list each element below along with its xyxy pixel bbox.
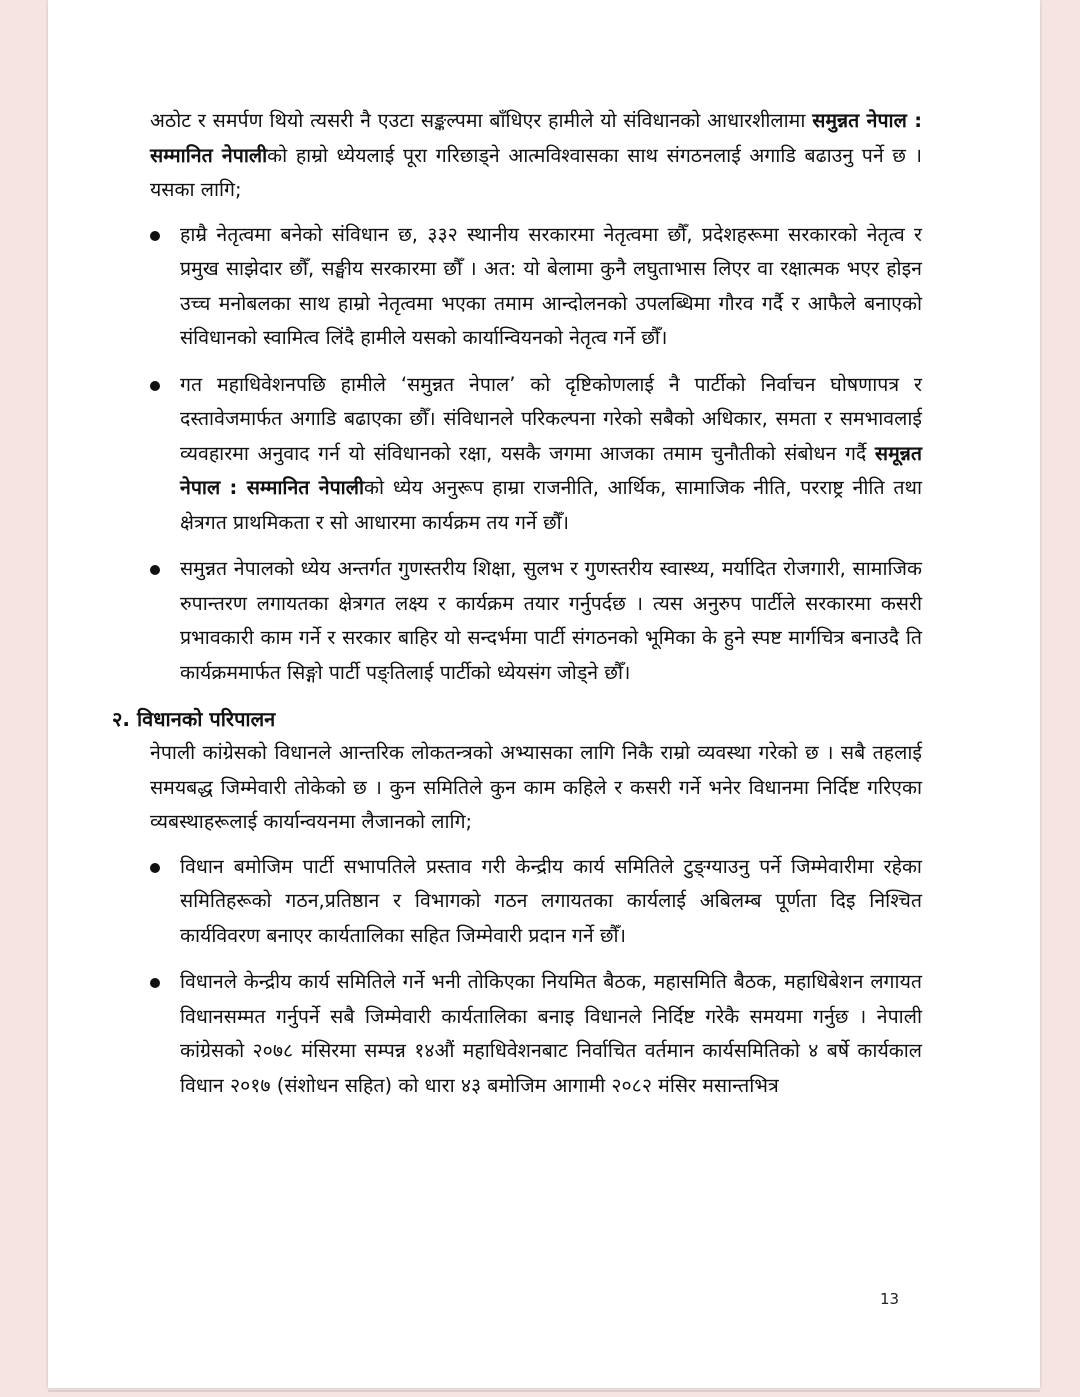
list-item: [150, 850, 922, 954]
bullet-dot-icon: [150, 978, 160, 988]
list-item-text-part2: को ध्येय अनुरूप हाम्रा राजनीति, आर्थिक, सामाजिक नीति, परराष्ट्र नीति तथा क्षेत्रगत प्राथमिकता र सो आधारमा कार्यक्रम तय गर्ने छौँ।: [180, 476, 922, 534]
bullet-list-1: [150, 218, 922, 691]
intro-paragraph: [150, 104, 922, 208]
list-item: [150, 552, 922, 690]
intro-text-part2: को हाम्रो ध्येयलाई पूरा गरिछाड्ने आत्मविश्वासका साथ संगठनलाई अगाडि बढाउनु पर्ने छ । यसका लागि;: [150, 143, 922, 201]
page-bottom-edge: [48, 1390, 1040, 1392]
bullet-list-2: [150, 850, 922, 1104]
list-item: [150, 218, 922, 356]
list-item-bold-slogan: समून्नत नेपाल : सम्मानित नेपाली: [180, 441, 922, 499]
section-heading: २. विधानको परिपालन: [112, 707, 276, 731]
list-item-text: विधानले केन्द्रीय कार्य समितिले गर्ने भनी तोकिएका नियमित बैठक, महासमिति बैठक, महाधिबेशन लगायत विधानसम्मत गर्नुपर्ने सबै जिम्मेवारी कार्यतालिका बनाइ विधानले निर्दिष्ट गरेकै समयमा गर्नुछ । नेपाली कांग्रेसको २०७८ मंसिरमा सम्पन्न १४औं महाधिवेशनबाट निर्वाचित वर्तमान कार्यसमितिको ४ बर्षे कार्यकाल विधान २०१७ (संशोधन सहित) को धारा ४३ बमोजिम आगामी २०८२ मंसिर मसान्तभित्र: [180, 970, 922, 1097]
bullet-dot-icon: [150, 381, 160, 391]
intro-bold-slogan: समुन्नत नेपाल : सम्मानित नेपाली: [150, 109, 922, 167]
list-item-text: विधान बमोजिम पार्टी सभापतिले प्रस्ताव गरी केन्द्रीय कार्य समितिले टुङ्ग्याउनु पर्ने जिम्मेवारीमा रहेका समितिहरूको गठन,प्रतिष्ठान र विभागको गठन लगायतका कार्यलाई अबिलम्ब पूर्णता दिइ निश्चित कार्यविवरण बनाएर कार्यतालिका सहित जिम्मेवारी प्रदान गर्ने छौँ।: [180, 854, 922, 947]
list-item-text-part1: गत महाधिवेशनपछि हामीले ‘समुन्नत नेपाल’ को दृष्टिकोणलाई नै पार्टीको निर्वाचन घोषणापत्र र दस्तावेजमार्फत अगाडि बढाएका छौँ। संविधानले परिकल्पना गरेको सबैको अधिकार, समता र समभावलाई व्यवहारमा अनुवाद गर्न यो संविधानको रक्षा, यसकै जगमा आजका तमाम चुनौतीको संबोधन गर्दै: [180, 372, 922, 465]
bullet-dot-icon: [150, 565, 160, 575]
intro-text-part1: अठोट र समर्पण थियो त्यसरी नै एउटा सङ्कल्पमा बाँधिएर हामीले यो संविधानको आधारशीलामा: [150, 109, 813, 132]
section-paragraph: नेपाली कांग्रेसको विधानले आन्तरिक लोकतन्त्रको अभ्यासका लागि निकै राम्रो व्यवस्था गरेको छ । सबै तहलाई समयबद्ध जिम्मेवारी तोकेको छ । कुन समितिले कुन काम कहिले र कसरी गर्ने भनेर विधानमा निर्दिष्ट गरिएका व्यबस्थाहरूलाई कार्यान्वयनमा लैजानको लागि;: [150, 741, 922, 833]
bullet-dot-icon: [150, 231, 160, 241]
list-item: [150, 965, 922, 1103]
page-number: 13: [880, 1290, 900, 1308]
list-item: [150, 368, 922, 541]
list-item-text: समुन्नत नेपालको ध्येय अन्तर्गत गुणस्तरीय शिक्षा, सुलभ र गुणस्तरीय स्वास्थ्य, मर्यादित रोजगारी, सामाजिक रुपान्तरण लगायतका क्षेत्रगत लक्ष्य र कार्यक्रम तयार गर्नुपर्दछ । त्यस अनुरुप पार्टीले सरकारमा कसरी प्रभावकारी काम गर्ने र सरकार बाहिर यो सन्दर्भमा पार्टी संगठनको भूमिका के हुने स्पष्ट मार्गचित्र बनाउदै ति कार्यक्रममार्फत सिङ्गो पार्टी पङ्तिलाई पार्टीको ध्येयसंग जोड्ने छौँ।: [180, 557, 922, 684]
page-content: [112, 104, 922, 1115]
bullet-dot-icon: [150, 863, 160, 873]
list-item-text: हाम्रै नेतृत्वमा बनेको संविधान छ, ३३२ स्थानीय सरकारमा नेतृत्वमा छौँ, प्रदेशहरूमा सरकारको नेतृत्व र प्रमुख साझेदार छौँ, सङ्घीय सरकारमा छौँ । अत: यो बेलामा कुनै लघुताभास लिएर वा रक्षात्मक भएर होइन उच्च मनोबलका साथ हाम्रो नेतृत्वमा भएका तमाम आन्दोलनको उपलब्धिमा गौरव गर्दै र आफैले बनाएको संविधानको स्वामित्व लिंदै हामीले यसको कार्यान्वियनको नेतृत्व गर्ने छौँ।: [180, 222, 922, 349]
